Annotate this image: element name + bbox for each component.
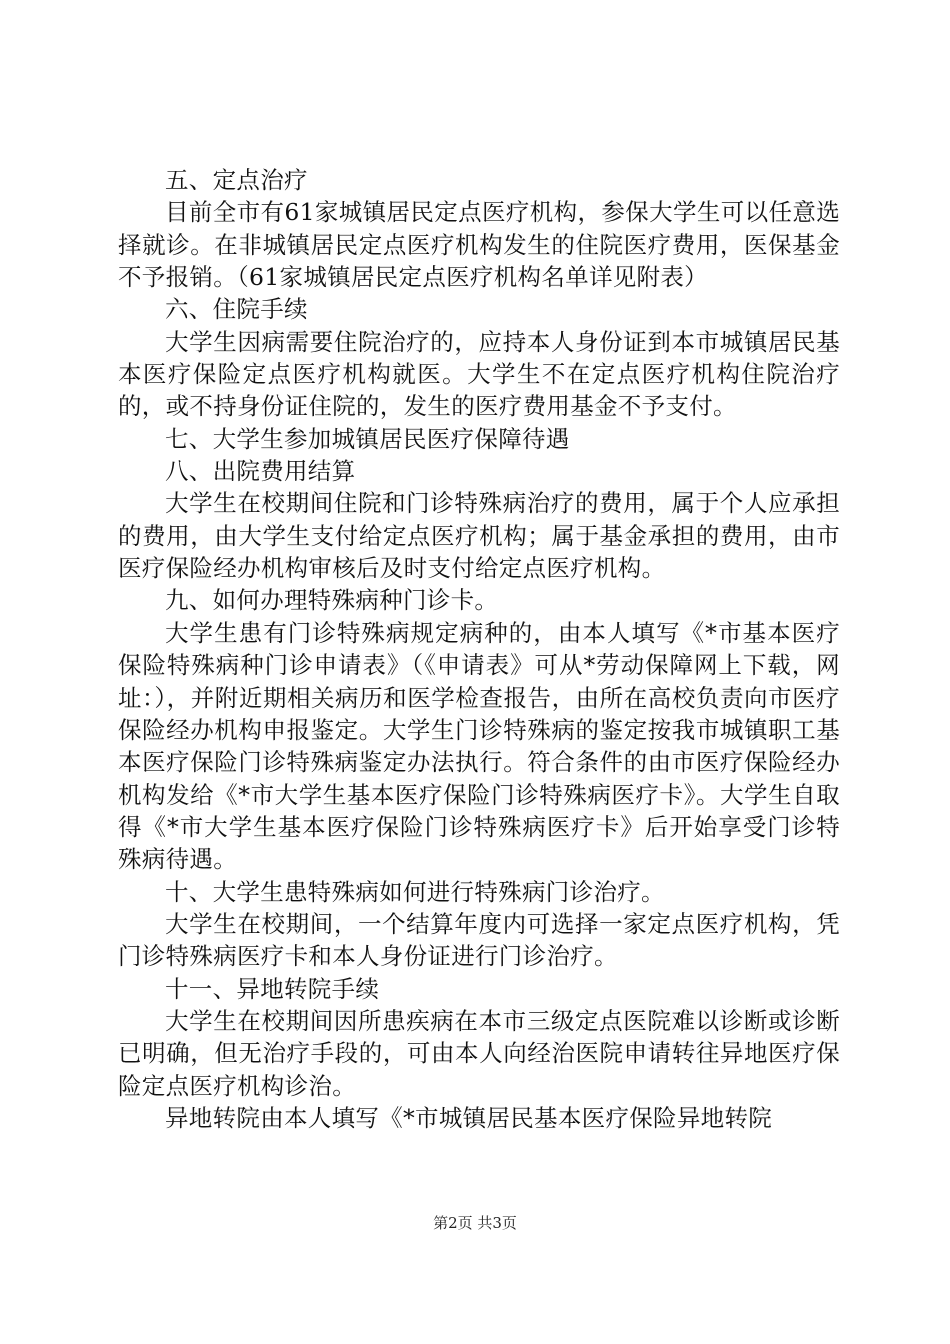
- paragraph-hospitalization: 大学生因病需要住院治疗的，应持本人身份证到本市城镇居民基本医疗保险定点医疗机构就医。大学生不在定点医疗机构住院治疗的，或不持身份证住院的，发生的医疗费用基金不予支付。: [118, 327, 840, 421]
- section-heading-special-disease-card: 九、如何办理特殊病种门诊卡。: [165, 586, 499, 615]
- section-heading-benefits: 七、大学生参加城镇居民医疗保障待遇: [165, 424, 570, 453]
- paragraph-transfer-conditions: 大学生在校期间因所患疾病在本市三级定点医院难以诊断或诊断已明确，但无治疗手段的，可由本人向经治医院申请转往异地医疗保险定点医疗机构诊治。: [118, 1006, 840, 1100]
- paragraph-transfer-form: 异地转院由本人填写《*市城镇居民基本医疗保险异地转院: [165, 1103, 773, 1132]
- section-heading-transfer: 十一、异地转院手续: [165, 974, 380, 1003]
- section-heading-discharge-settlement: 八、出院费用结算: [165, 457, 356, 486]
- page-footer: 第2页 共3页: [433, 1214, 517, 1232]
- document-body: [118, 164, 840, 1134]
- section-heading-fixed-point-treatment: 五、定点治疗: [165, 166, 308, 194]
- section-heading-hospitalization: 六、住院手续: [165, 295, 308, 324]
- paragraph-discharge-settlement: 大学生在校期间住院和门诊特殊病治疗的费用，属于个人应承担的费用，由大学生支付给定点医疗机构；属于基金承担的费用，由市医疗保险经办机构审核后及时支付给定点医疗机构。: [118, 489, 840, 583]
- section-heading-special-disease-treatment: 十、大学生患特殊病如何进行特殊病门诊治疗。: [165, 877, 665, 906]
- paragraph-fixed-point-institutions: 目前全市有61家城镇居民定点医疗机构，参保大学生可以任意选择就诊。在非城镇居民定点医疗机构发生的住院医疗费用，医保基金不予报销。（61家城镇居民定点医疗机构名单详见附表）: [118, 198, 840, 292]
- paragraph-special-disease-card: 大学生患有门诊特殊病规定病种的，由本人填写《*市基本医疗保险特殊病种门诊申请表》（《申请表》可从*劳动保障网上下载，网址：），并附近期相关病历和医学检查报告，由所在高校负责向市医疗保险经办机构申报鉴定。大学生门诊特殊病的鉴定按我市城镇职工基本医疗保险门诊特殊病鉴定办法执行。符合条件的由市医疗保险经办机构发给《*市大学生基本医疗保险门诊特殊病医疗卡》。大学生自取得《*市大学生基本医疗保险门诊特殊病医疗卡》后开始享受门诊特殊病待遇。: [118, 618, 840, 874]
- paragraph-special-disease-treatment: 大学生在校期间，一个结算年度内可选择一家定点医疗机构，凭门诊特殊病医疗卡和本人身份证进行门诊治疗。: [118, 909, 840, 971]
